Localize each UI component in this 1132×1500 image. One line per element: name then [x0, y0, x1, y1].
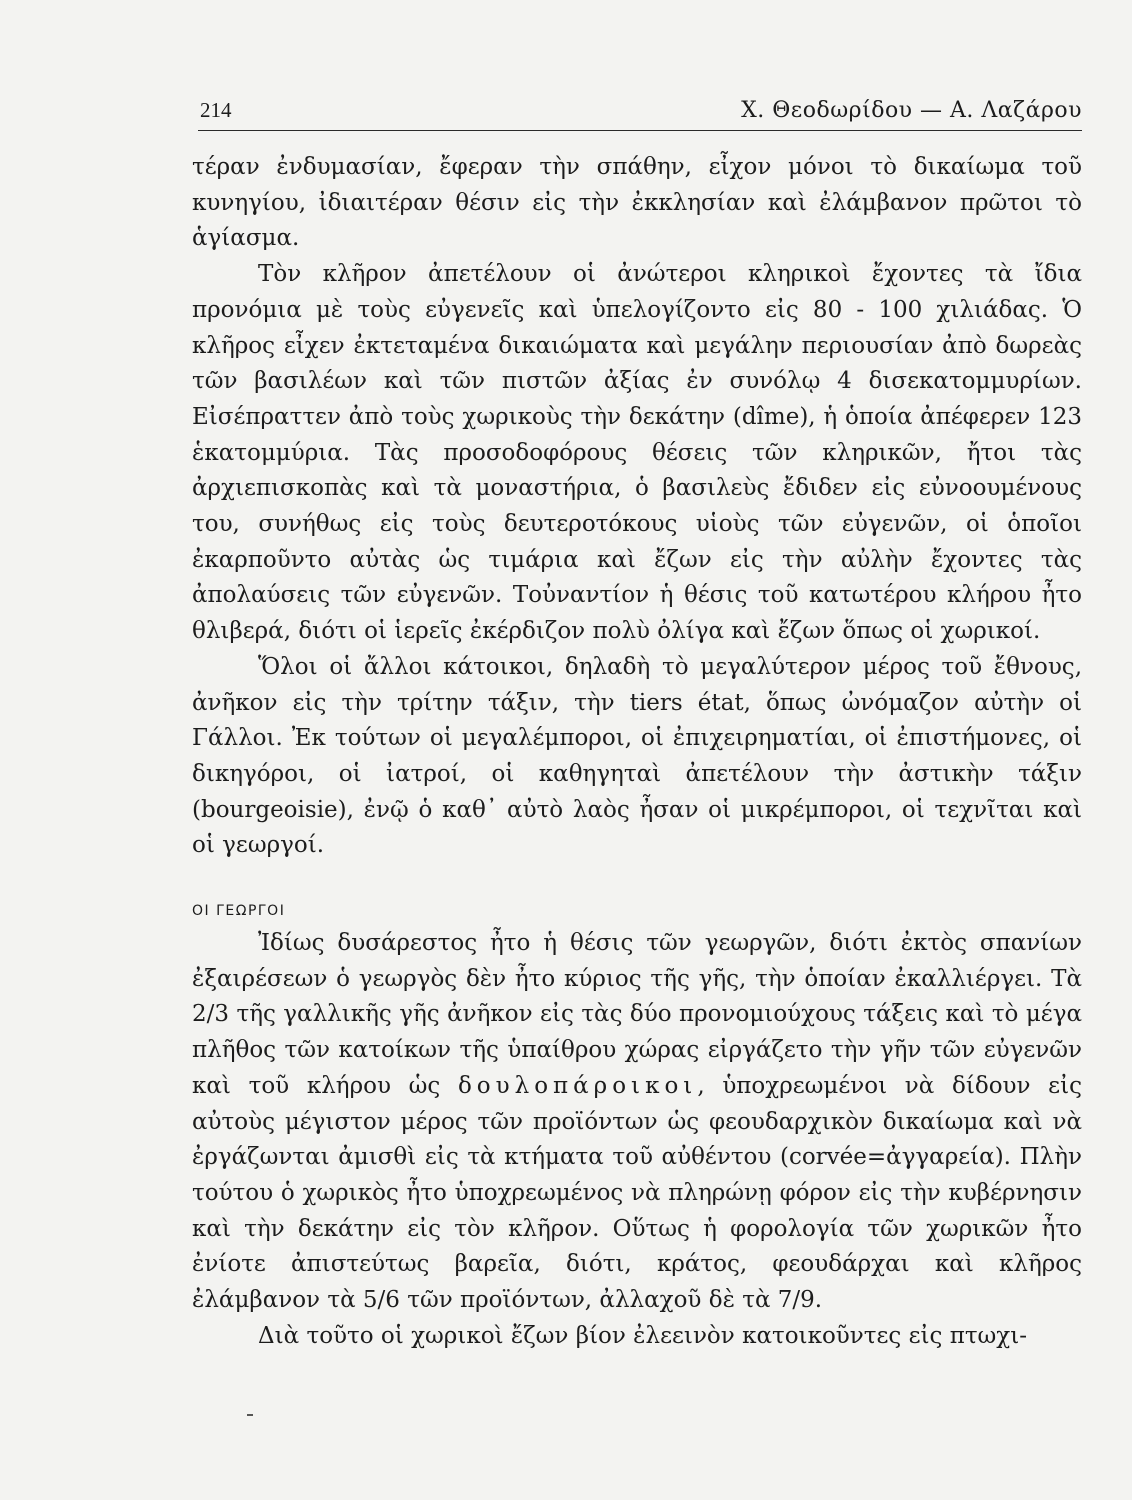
emphasized-term-serfs: δουλοπάροικοι	[457, 1072, 698, 1099]
paragraph-third-estate: Ὅλοι οἱ ἄλλοι κάτοικοι, δηλαδὴ τὸ μεγαλύτερον μέρος τοῦ ἔθνους, ἀνῆκον εἰς τὴν τρίτην τάξιν, τὴν tiers état, ὅπως ὠνόμαζον αὐτὴν οἱ Γάλλοι. Ἐκ τούτων οἱ μεγαλέμποροι, οἱ ἐπιχειρηματίαι, οἱ ἐπιστήμονες, οἱ δικηγόροι, οἱ ἰατροί, οἱ καθηγηταὶ ἀπετέλουν τὴν ἀστικὴν τάξιν (bourgeoisie), ἐνῷ ὁ καθ᾽ αὐτὸ λαὸς ἦσαν οἱ μικρέμποροι, οἱ τεχνῖται καὶ οἱ γεωργοί.	[192, 653, 1082, 859]
paragraph-clergy: Τὸν κλῆρον ἀπετέλουν οἱ ἀνώτεροι κληρικοὶ ἔχοντες τὰ ἴδια προνόμια μὲ τοὺς εὐγενεῖς καὶ ὑπελογίζοντο εἰς 80 - 100 χιλιάδας. Ὁ κλῆρος εἶχεν ἐκτεταμένα δικαιώματα καὶ μεγάλην περιουσίαν ἀπὸ δωρεὰς τῶν βασιλέων καὶ τῶν πιστῶν ἀξίας ἐν συνόλῳ 4 δισεκατομμυρίων. Εἰσέπραττεν ἀπὸ τοὺς χωρικοὺς τὴν δεκάτην (dîme), ἡ ὁποία ἀπέφερεν 123 ἑκατομμύρια. Τὰς προσοδοφόρους θέσεις τῶν κληρικῶν, ἤτοι τὰς ἀρχιεπισκοπὰς καὶ τὰ μοναστήρια, ὁ βασιλεὺς ἔδιδεν εἰς εὐνοουμένους του, συνήθως εἰς τοὺς δευτεροτόκους υἱοὺς τῶν εὐγενῶν, οἱ ὁποῖοι ἐκαρποῦντο αὐτὰς ὡς τιμάρια καὶ ἔζων εἰς τὴν αὐλὴν ἔχοντες τὰς ἀπολαύσεις τῶν εὐγενῶν. Τοὐναντίον ἡ θέσις τοῦ κατωτέρου κλήρου ἦτο θλιβερά, διότι οἱ ἱερεῖς ἐκέρδιζον πολὺ ὀλίγα καὶ ἔζων ὅπως οἱ χωρικοί.	[192, 261, 1082, 645]
page-number: 214	[200, 98, 232, 122]
section-heading-farmers: ΟΙ ΓΕΩΡΓΟΙ	[192, 903, 286, 920]
paragraph-farmers-part-2: , ὑποχρεωμένοι νὰ δίδουν εἰς αὐτοὺς μέγιστον μέρος τῶν προϊόντων ὡς φεουδαρχικὸν δικαίωμα καὶ νὰ ἐργάζωνται ἀμισθὶ εἰς τὰ κτήματα τοῦ αὐθέντου (corvée=ἀγγαρεία). Πλὴν τούτου ὁ χωρικὸς ἦτο ὑποχρεωμένος νὰ πληρώνῃ φόρον εἰς τὴν κυβέρνησιν καὶ τὴν δεκάτην εἰς τὸν κλῆρον. Οὕτως ἡ φορολογία τῶν χωρικῶν ἦτο ἐνίοτε ἀπιστεύτως βαρεῖα, διότι, κράτος, φεουδάρχαι καὶ κλῆρος ἐλάμβανον τὰ 5/6 τῶν προϊόντων, ἀλλαχοῦ δὲ τὰ 7/9.	[192, 1072, 1082, 1314]
paragraph-farmers-part-1: Ἰδίως δυσάρεστος ἦτο ἡ θέσις τῶν γεωργῶν, διότι ἐκτὸς σπανίων ἐξαιρέσεων ὁ γεωργὸς δὲν ἦτο κύριος τῆς γῆς, τὴν ὁποίαν ἐκαλλιέργει. Τὰ 2/3 τῆς γαλλικῆς γῆς ἀνῆκον εἰς τὰς δύο προνομιούχους τάξεις καὶ τὸ μέγα πλῆθος τῶν κατοίκων τῆς ὑπαίθρου χώρας εἰργάζετο τὴν γῆν τῶν εὐγενῶν καὶ τοῦ κλήρου ὡς	[192, 930, 1082, 1099]
page-header	[198, 96, 1082, 131]
body-text	[192, 150, 1082, 1355]
paragraph-peasant-life: Διὰ τοῦτο οἱ χωρικοὶ ἔζων βίον ἐλεεινὸν κατοικοῦντες εἰς πτωχι-	[258, 1322, 1028, 1349]
paragraph-nobility-end: τέραν ἐνδυμασίαν, ἔφεραν τὴν σπάθην, εἶχον μόνοι τὸ δικαίωμα τοῦ κυνηγίου, ἰδιαιτέραν θέσιν εἰς τὴν ἐκκλησίαν καὶ ἐλάμβανον πρῶτοι τὸ ἁγίασμα.	[192, 154, 1082, 252]
paragraph-farmers	[192, 926, 1082, 1319]
running-head: Χ. Θεοδωρίδου — Α. Λαζάρου	[741, 98, 1082, 123]
print-mark	[247, 1414, 253, 1416]
